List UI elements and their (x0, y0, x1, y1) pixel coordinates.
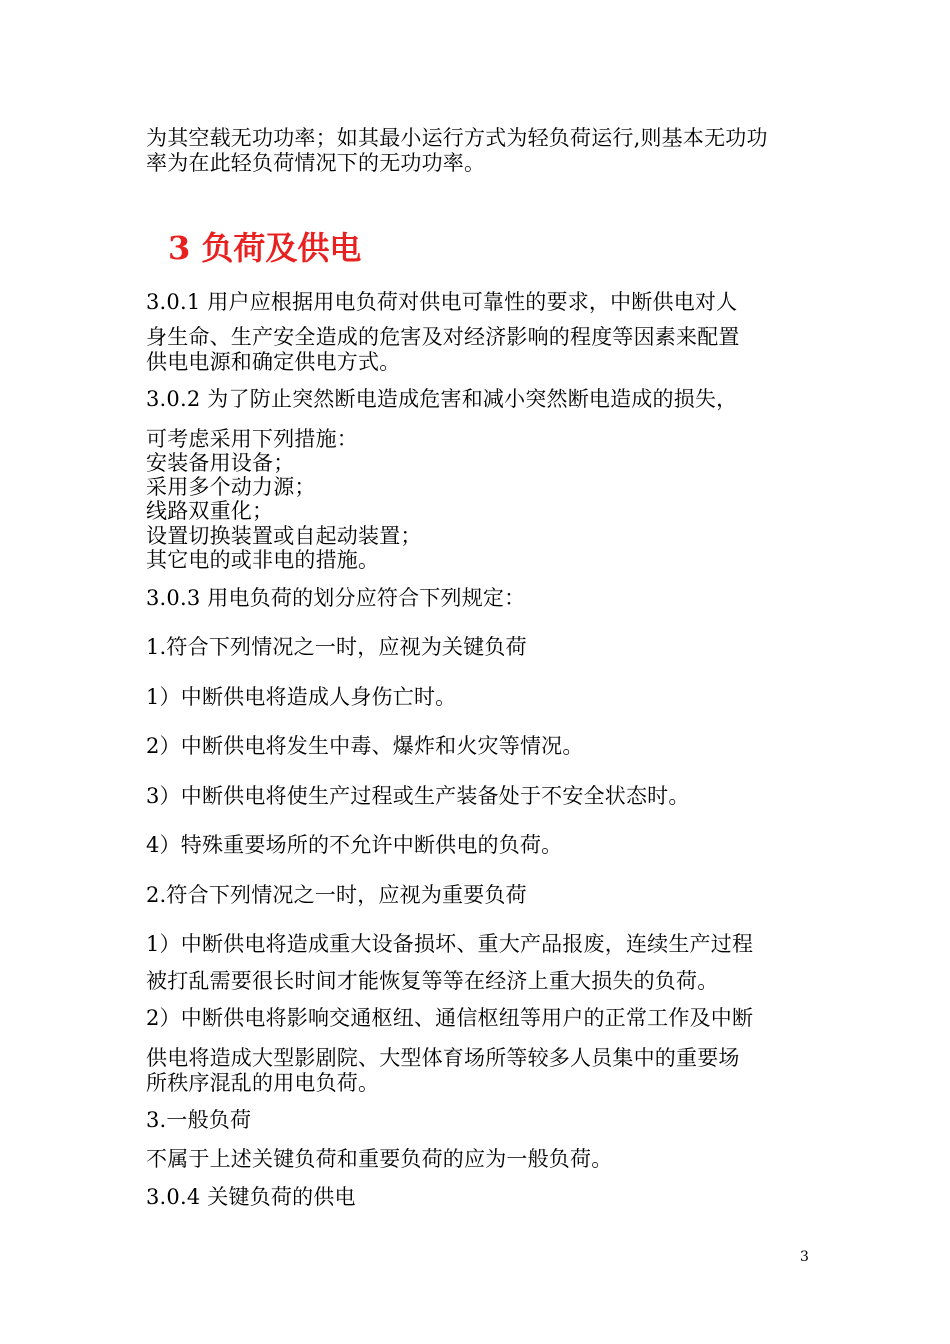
intro-line: 为其空载无功功率；如其最小运行方式为轻负荷运行,则基本无功功 (146, 126, 768, 150)
clause-3-0-3-line: 3.0.3 用电负荷的划分应符合下列规定： (146, 586, 526, 610)
list-item: 供电将造成大型影剧院、大型体育场所等较多人员集中的重要场 (146, 1046, 740, 1070)
measure-item: 安装备用设备； (146, 451, 295, 475)
category-heading: 3.一般负荷 (146, 1108, 252, 1132)
list-item: 被打乱需要很长时间才能恢复等等在经济上重大损失的负荷。 (146, 969, 719, 993)
measure-item: 采用多个动力源； (146, 475, 316, 499)
intro-line: 率为在此轻负荷情况下的无功功率。 (146, 151, 486, 175)
measure-item: 线路双重化； (146, 499, 274, 523)
clause-3-0-2-line: 可考虑采用下列措施： (146, 427, 358, 451)
clause-3-0-1-line: 3.0.1 用户应根据用电负荷对供电可靠性的要求，中断供电对人 (146, 290, 738, 314)
section-heading: 3 负荷及供电 (168, 229, 362, 267)
list-item: 所秩序混乱的用电负荷。 (146, 1071, 380, 1095)
page-number: 3 (800, 1249, 809, 1265)
clause-3-0-1-line: 身生命、生产安全造成的危害及对经济影响的程度等因素来配置 (146, 325, 740, 349)
clause-3-0-1-line: 供电电源和确定供电方式。 (146, 350, 401, 374)
list-item: 3）中断供电将使生产过程或生产装备处于不安全状态时。 (146, 784, 690, 808)
category-heading: 1.符合下列情况之一时，应视为关键负荷 (146, 635, 527, 659)
list-item: 1）中断供电将造成人身伤亡时。 (146, 685, 457, 709)
list-item: 1）中断供电将造成重大设备损坏、重大产品报废，连续生产过程 (146, 932, 754, 956)
body-line: 不属于上述关键负荷和重要负荷的应为一般负荷。 (146, 1147, 613, 1171)
list-item: 2）中断供电将影响交通枢纽、通信枢纽等用户的正常工作及中断 (146, 1006, 754, 1030)
measure-item: 其它电的或非电的措施。 (146, 548, 380, 572)
measure-item: 设置切换装置或自起动装置； (146, 524, 422, 548)
category-heading: 2.符合下列情况之一时，应视为重要负荷 (146, 883, 527, 907)
list-item: 4）特殊重要场所的不允许中断供电的负荷。 (146, 833, 563, 857)
clause-3-0-2-line: 3.0.2 为了防止突然断电造成危害和减小突然断电造成的损失， (146, 387, 738, 411)
list-item: 2）中断供电将发生中毒、爆炸和火灾等情况。 (146, 734, 584, 758)
clause-3-0-4-line: 3.0.4 关键负荷的供电 (146, 1185, 356, 1209)
